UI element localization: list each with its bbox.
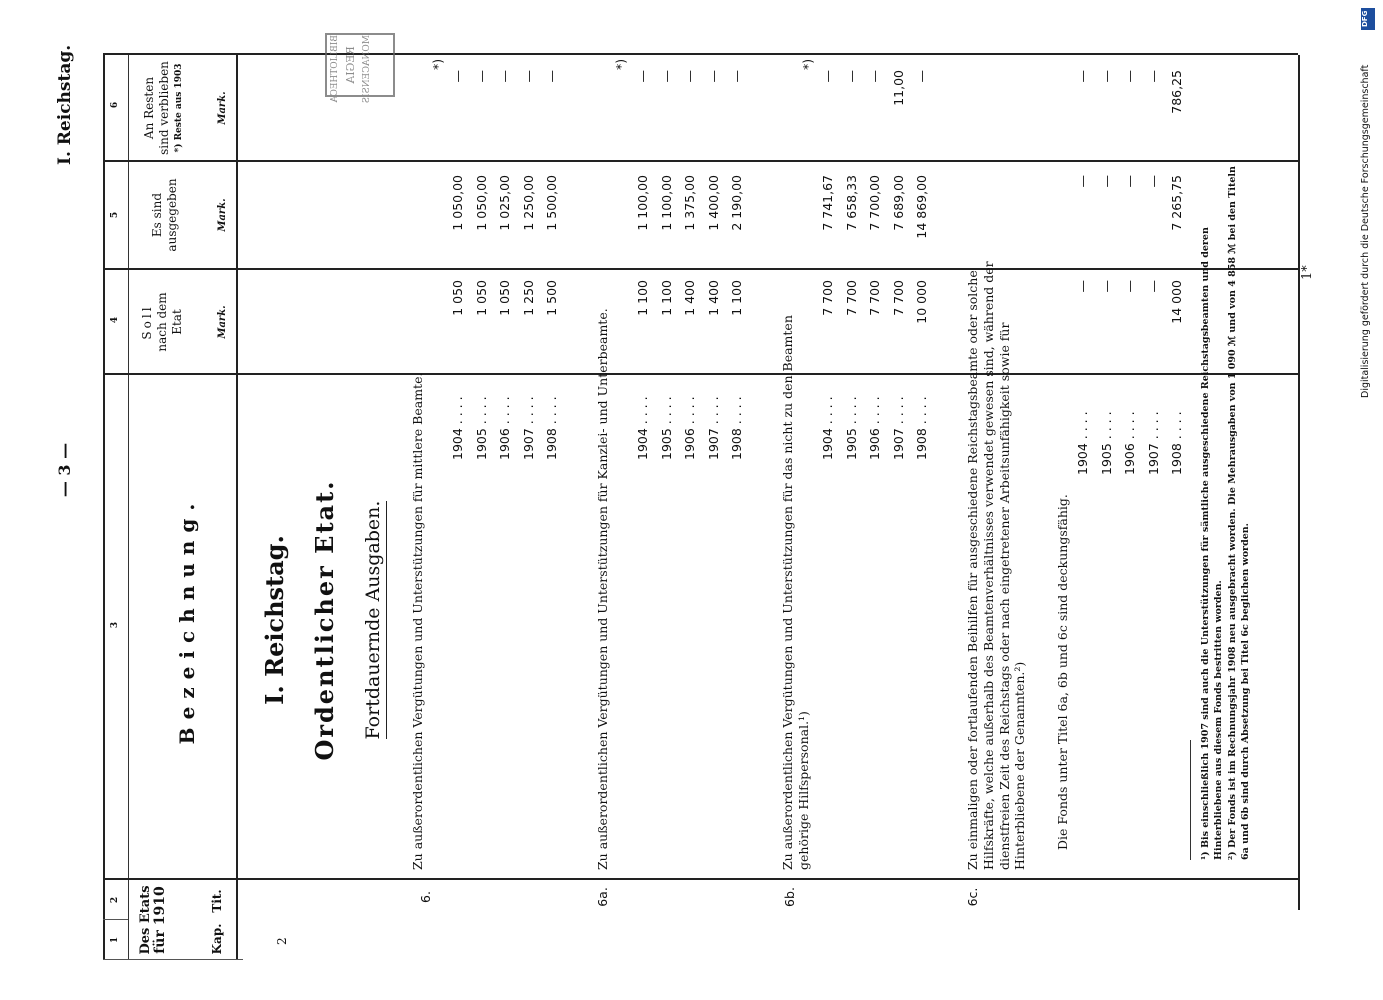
row-6b-reste-1907: 11,00 bbox=[890, 70, 906, 106]
row-6b-aus-1908: 14 869,00 bbox=[914, 175, 929, 239]
row-6a-soll-1904: 1 100 bbox=[635, 280, 650, 316]
row-6b-soll bbox=[820, 280, 938, 360]
running-head: I. Reichstag. bbox=[55, 44, 75, 165]
row-6b-soll-1906: 7 700 bbox=[867, 280, 882, 316]
sheet-mark: 1* bbox=[1300, 265, 1315, 280]
stamp-line-2: REGIA bbox=[344, 46, 357, 84]
row-6b-reste-1908: — bbox=[914, 70, 929, 83]
side-number: 2 bbox=[275, 937, 289, 945]
row-6c-ausgegeben bbox=[1075, 175, 1193, 255]
header-soll-line2: nach dem bbox=[155, 292, 169, 352]
footnote-rule bbox=[1190, 740, 1191, 860]
row-6a-title-no: 6a. bbox=[595, 887, 610, 907]
header-soll-line1: Soll bbox=[140, 304, 154, 340]
header-reste-line2: sind verblieben bbox=[157, 61, 171, 155]
row-6-soll-1905: 1 050 bbox=[473, 280, 489, 316]
section-title: I. Reichstag. bbox=[260, 535, 289, 705]
section-subsubtitle bbox=[362, 420, 384, 820]
row-6c-text: Zu einmaligen oder fortlaufenden Beihilfen für ausgeschiedene Reichstagsbeamte oder solche Hilfskräfte, welche außerhalb des Beamtenverhältnisses verwendet gewesen sind, während der dienstfreien Zeit des Reichstags oder nach eingetretener Arbeitsunfähigkeit sowie für Hinterbliebene der Genannten.²) bbox=[965, 261, 1028, 870]
row-6c-reste-1904: — bbox=[1075, 70, 1090, 83]
row-6b-aus-1907: 7 689,00 bbox=[890, 175, 906, 231]
footnote-2: ²) Der Fonds ist im Rechnungsjahr 1908 neu ausgebracht worden. Die Mehrausgaben von 1 090 ℳ und von 4 858 ℳ bei den Titeln 6a und 6b sind durch Absetzung bei Titel 6c beglichen worden. bbox=[1227, 166, 1251, 860]
colnum-6: 6 bbox=[110, 101, 120, 109]
row-6c-reste-1905: — bbox=[1098, 70, 1114, 83]
row-6a-aus-1908: 2 190,00 bbox=[729, 175, 744, 231]
row-6b-title-no: 6b. bbox=[782, 887, 797, 907]
row-6a-reste bbox=[635, 70, 753, 150]
row-6a-soll bbox=[635, 280, 753, 360]
row-6-aus-1906: 1 025,00 bbox=[497, 175, 512, 231]
row-6a-reste-note: *) bbox=[613, 58, 628, 70]
table-border-bottom bbox=[1298, 55, 1300, 910]
row-6b-year-1904: 1904 . . . . bbox=[820, 396, 835, 460]
row-6b-ausgegeben bbox=[820, 175, 938, 255]
page-number: — 3 — bbox=[55, 442, 74, 498]
row-6a-year-1904: 1904 . . . . bbox=[635, 396, 650, 460]
row-6b-aus-1906: 7 700,00 bbox=[867, 175, 882, 231]
row-6-soll-1907: 1 250 bbox=[520, 280, 536, 316]
header-rule bbox=[236, 55, 238, 960]
col-rule-5-6 bbox=[103, 160, 1298, 162]
row-6a-reste-1906: — bbox=[682, 70, 697, 83]
row-6c-aus-1906: — bbox=[1122, 175, 1137, 188]
row-6c-year-1908: 1908 . . . . bbox=[1169, 411, 1184, 475]
row-6b-aus-1904: 7 741,67 bbox=[820, 175, 835, 231]
row-6a-ausgegeben bbox=[635, 175, 753, 255]
col-rule-left bbox=[103, 959, 243, 960]
header-des-etats-line2: für 1910 bbox=[152, 886, 168, 954]
row-6a-soll-1907: 1 400 bbox=[705, 280, 721, 316]
row-6c-title-no: 6c. bbox=[965, 887, 980, 907]
row-6a-reste-1908: — bbox=[729, 70, 744, 83]
row-6-reste-1905: — bbox=[473, 70, 489, 83]
row-6c-soll-1906: — bbox=[1122, 280, 1137, 293]
row-6-ausgegeben bbox=[450, 175, 568, 255]
row-6c-year-1906: 1906 . . . . bbox=[1122, 411, 1137, 475]
row-6-reste-1906: — bbox=[497, 70, 512, 83]
colnum-rule bbox=[128, 55, 129, 960]
row-6b-soll-1904: 7 700 bbox=[820, 280, 835, 316]
colnum-3: 3 bbox=[110, 621, 120, 629]
row-6b-years bbox=[820, 380, 938, 460]
header-tit: Tit. bbox=[210, 889, 224, 913]
row-6c-year-1904: 1904 . . . . bbox=[1075, 411, 1090, 475]
row-6-years bbox=[450, 380, 568, 460]
row-6a-aus-1905: 1 100,00 bbox=[658, 175, 674, 231]
row-6b-year-1905: 1905 . . . . bbox=[843, 396, 859, 460]
row-6-reste bbox=[450, 70, 568, 150]
row-6a-soll-1905: 1 100 bbox=[658, 280, 674, 316]
row-6-soll-1906: 1 050 bbox=[497, 280, 512, 316]
row-6-year-1906: 1906 . . . . bbox=[497, 396, 512, 460]
row-6a-text: Zu außerordentlichen Vergütungen und Unterstützungen für Kanzlei- und Unterbeamte. bbox=[595, 308, 610, 870]
row-6a-year-1907: 1907 . . . . bbox=[705, 396, 721, 460]
row-6a-soll-1908: 1 100 bbox=[729, 280, 744, 316]
row-6a-year-1905: 1905 . . . . bbox=[658, 396, 674, 460]
footnote-1: ¹) Bis einschließlich 1907 sind auch die Unterstützungen für sämtliche ausgeschiedene Reichstagsbeamten und deren Hinterbliebene aus diesem Fonds bestritten worden. bbox=[1200, 227, 1224, 860]
row-6b-soll-1905: 7 700 bbox=[843, 280, 859, 316]
row-6c-soll-1908: 14 000 bbox=[1169, 280, 1184, 324]
row-6a-soll-1906: 1 400 bbox=[682, 280, 697, 316]
row-6c-reste bbox=[1075, 70, 1193, 150]
row-6c-reste-1906: — bbox=[1122, 70, 1137, 83]
row-6-year-1907: 1907 . . . . bbox=[520, 396, 536, 460]
row-6b-reste bbox=[820, 70, 938, 150]
header-bezeichnung: Bezeichnung. bbox=[175, 495, 199, 745]
row-6b-soll-1908: 10 000 bbox=[914, 280, 929, 324]
colnum-4: 4 bbox=[110, 316, 120, 324]
col-rule-right bbox=[103, 53, 1298, 55]
row-6c-reste-1908: 786,25 bbox=[1169, 70, 1184, 114]
header-reste bbox=[142, 56, 187, 160]
header-soll bbox=[140, 274, 185, 370]
header-ausgegeben bbox=[150, 165, 180, 265]
section-subtitle: Ordentlicher Etat. bbox=[310, 479, 339, 761]
row-6-reste-1908: — bbox=[544, 70, 559, 83]
section-subsubtitle-text: Fortdauernde Ausgaben. bbox=[362, 501, 387, 740]
colnum-1: 1 bbox=[110, 936, 120, 944]
header-des-etats-line1: Des Etats bbox=[138, 885, 153, 955]
row-6a-reste-1905: — bbox=[658, 70, 674, 83]
digitization-note: Digitalisierung gefördert durch die Deutsche Forschungsgemeinschaft bbox=[1360, 64, 1371, 398]
row-6-title-no: 6. bbox=[418, 891, 433, 903]
row-6a-year-1908: 1908 . . . . bbox=[729, 396, 744, 460]
row-6-text: Zu außerordentlichen Vergütungen und Unterstützungen für mittlere Beamte. bbox=[410, 372, 425, 870]
row-6a-aus-1907: 1 400,00 bbox=[705, 175, 721, 231]
row-6c-year-1907: 1907 . . . . bbox=[1145, 411, 1161, 475]
row-6b-reste-1905: — bbox=[843, 70, 859, 83]
colnum-5: 5 bbox=[110, 211, 120, 219]
row-6c-aus-1908: 7 265,75 bbox=[1169, 175, 1184, 231]
col-rule-2-3 bbox=[103, 878, 1298, 880]
row-6c-reste-1907: — bbox=[1145, 70, 1161, 83]
row-6c-aus-1907: — bbox=[1145, 175, 1161, 188]
row-6a-aus-1906: 1 375,00 bbox=[682, 175, 697, 231]
header-ausgegeben-unit: Mark. bbox=[217, 198, 228, 232]
row-6-reste-note: *) bbox=[430, 58, 445, 70]
row-6a-reste-1907: — bbox=[705, 70, 721, 83]
row-6b-reste-1904: — bbox=[820, 70, 835, 83]
col-rule-1-2 bbox=[103, 919, 128, 920]
row-6c-soll bbox=[1075, 280, 1193, 360]
row-6c-soll-1907: — bbox=[1145, 280, 1161, 293]
header-reste-unit: Mark. bbox=[217, 91, 228, 125]
row-6-reste-1904: — bbox=[450, 70, 465, 83]
row-6-year-1908: 1908 . . . . bbox=[544, 396, 559, 460]
row-6-soll-1908: 1 500 bbox=[544, 280, 559, 316]
row-6c-year-1905: 1905 . . . . bbox=[1098, 411, 1114, 475]
colnum-2: 2 bbox=[110, 896, 120, 904]
row-6-aus-1904: 1 050,00 bbox=[450, 175, 465, 231]
row-6c-soll-1904: — bbox=[1075, 280, 1090, 293]
col-rule-4-5 bbox=[103, 268, 1298, 270]
table-border-top bbox=[103, 55, 105, 960]
row-6-year-1905: 1905 . . . . bbox=[473, 396, 489, 460]
row-6b-aus-1905: 7 658,33 bbox=[843, 175, 859, 231]
row-6c-aus-1905: — bbox=[1098, 175, 1114, 188]
row-6b-reste-note: *) bbox=[800, 58, 815, 70]
row-6-soll bbox=[450, 280, 568, 360]
row-6b-reste-1906: — bbox=[867, 70, 882, 83]
header-des-etats bbox=[138, 882, 168, 958]
row-6-soll-1904: 1 050 bbox=[450, 280, 465, 316]
row-6c-note: Die Fonds unter Titel 6a, 6b und 6c sind deckungsfähig. bbox=[1055, 494, 1070, 850]
header-reste-line1: An Resten bbox=[142, 76, 156, 140]
row-6b-text: Zu außerordentlichen Vergütungen und Unterstützungen für das nicht zu den Beamten gehörige Hilfspersonal.¹) bbox=[780, 315, 811, 870]
row-6a-years bbox=[635, 380, 753, 460]
row-6-aus-1905: 1 050,00 bbox=[473, 175, 489, 231]
row-6b-year-1906: 1906 . . . . bbox=[867, 396, 882, 460]
row-6c-soll-1905: — bbox=[1098, 280, 1114, 293]
row-6a-reste-1904: — bbox=[635, 70, 650, 83]
row-6-aus-1907: 1 250,00 bbox=[520, 175, 536, 231]
row-6b-year-1908: 1908 . . . . bbox=[914, 396, 929, 460]
row-6c-aus-1904: — bbox=[1075, 175, 1090, 188]
header-soll-line3: Etat bbox=[170, 309, 184, 335]
dfg-logo: DFG bbox=[1361, 8, 1375, 30]
stamp-line-1: BIBLIOTHECA bbox=[330, 35, 340, 103]
row-6b-year-1907: 1907 . . . . bbox=[890, 396, 906, 460]
header-soll-unit: Mark. bbox=[217, 305, 228, 339]
row-6c-years bbox=[1075, 375, 1193, 475]
row-6-year-1904: 1904 . . . . bbox=[450, 396, 465, 460]
row-6a-year-1906: 1906 . . . . bbox=[682, 396, 697, 460]
stamp-line-3: MONACENSIS bbox=[362, 35, 372, 104]
row-6a-aus-1904: 1 100,00 bbox=[635, 175, 650, 231]
header-kap: Kap. bbox=[210, 923, 224, 955]
row-6b-soll-1907: 7 700 bbox=[890, 280, 906, 316]
header-ausgegeben-line1: Es sind bbox=[150, 192, 164, 238]
row-6-aus-1908: 1 500,00 bbox=[544, 175, 559, 231]
header-ausgegeben-line2: ausgegeben bbox=[165, 178, 179, 252]
digitization-credit bbox=[1360, 8, 1378, 398]
row-6-reste-1907: — bbox=[520, 70, 536, 83]
header-reste-note: *) Reste aus 1903 bbox=[174, 63, 184, 153]
library-stamp bbox=[325, 33, 395, 104]
